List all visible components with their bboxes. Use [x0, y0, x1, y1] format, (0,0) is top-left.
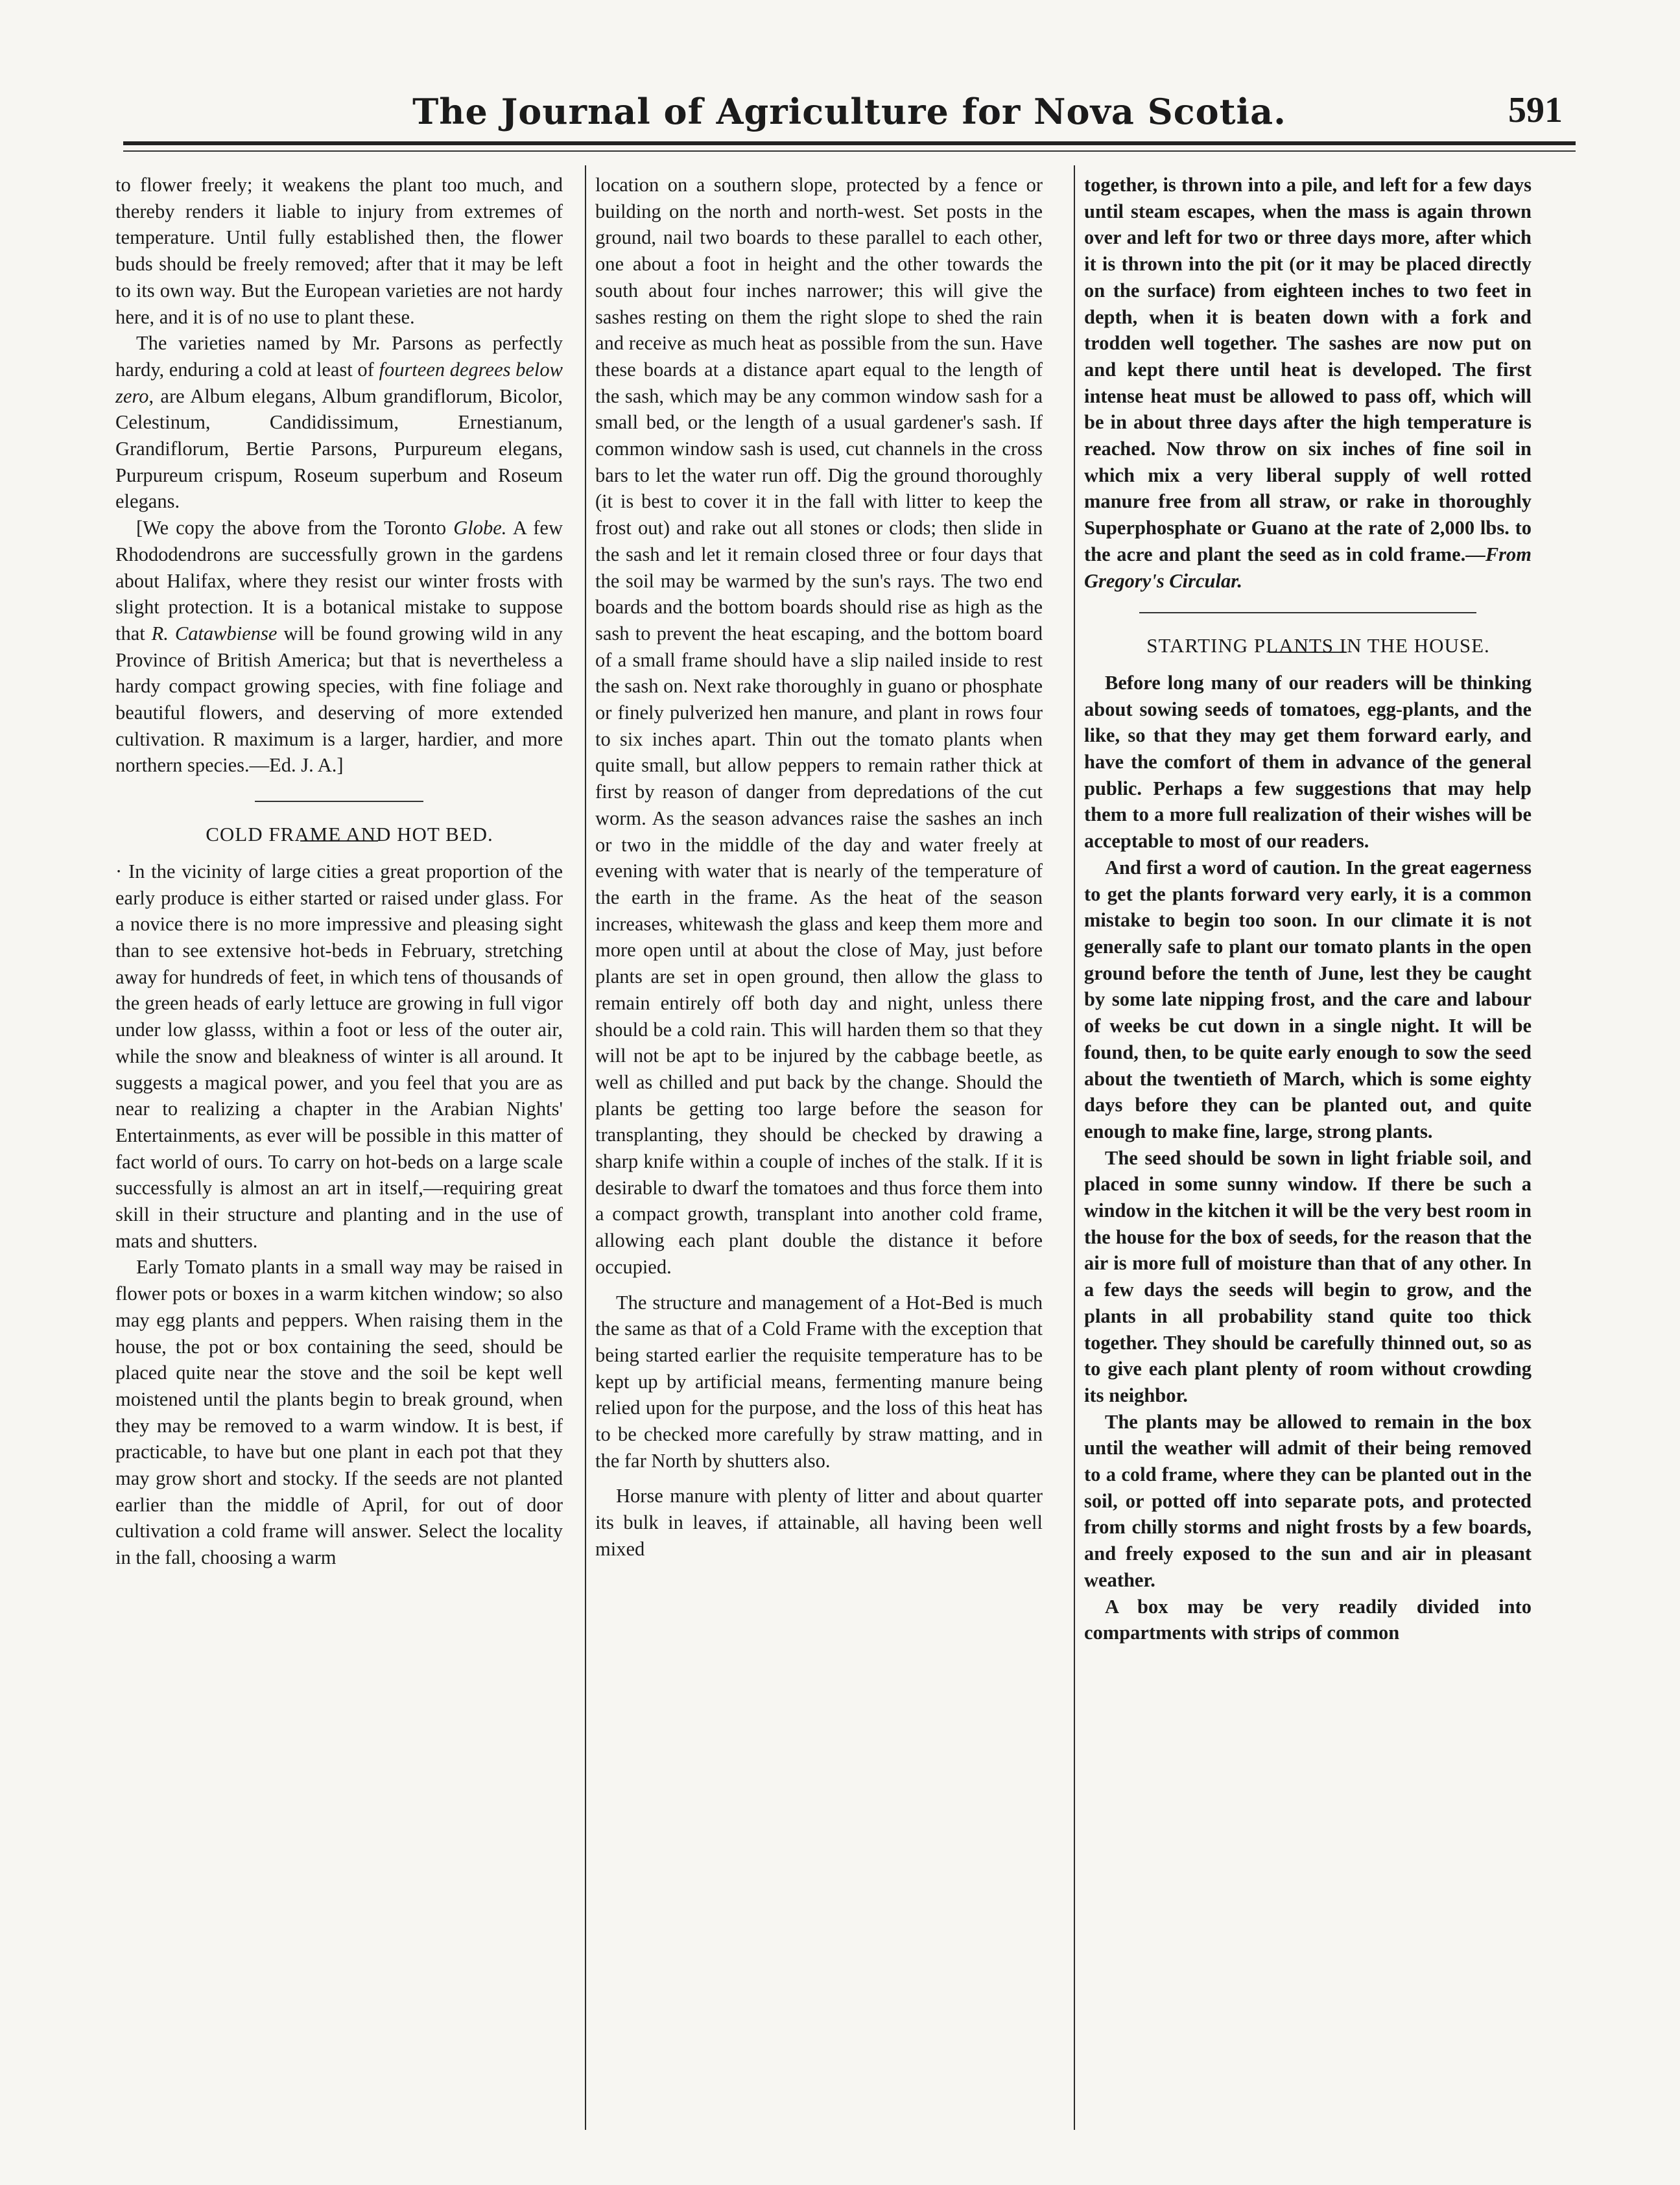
paragraph: The varieties named by Mr. Parsons as perfectly hardy, enduring a cold at least of fourteen degrees below zero, are Album elegans, Album grandiflorum, Bicolor, Celestinum, Candidissimum, Ernestianum, Grandiflorum, Bertie Parsons, Purpureum elegans, Purpureum crispum, Roseum superbum and Roseum elegans. — [115, 332, 563, 513]
running-title: The Journal of Agriculture for Nova Scotia. — [412, 91, 1286, 132]
header-rule — [123, 141, 1576, 145]
paragraph: Horse manure with plenty of litter and about quarter its bulk in leaves, if attainable, all having been well mixed — [595, 1485, 1043, 1560]
page-number: 591 — [1508, 90, 1563, 130]
paragraph: Before long many of our readers will be thinking about sowing seeds of tomatoes, egg-plants, and the like, so that they may get them forward early, and have the comfort of them in advance of the general public. Perhaps a few suggestions that may help them to a more full realization of their wishes will be acceptable to most of our readers. — [1084, 671, 1532, 853]
paragraph: A box may be very readily divided into compartments with strips of common — [1084, 1595, 1532, 1644]
paragraph: The structure and management of a Hot-Bed is much the same as that of a Cold Frame with the exception that being started earlier the requisite temperature has to be kept up by artificial means, fermenting manure being relied upon for the purpose, and the loss of this heat has to be checked more carefully by straw matting, and in the far North by shutters also. — [595, 1291, 1043, 1472]
editor-note: [We copy the above from the Toronto Globe. A few Rhododendrons are successfully grown in the gardens about Halifax, where they resist our winter frosts with slight protection. It is a botanical mistake to suppose that R. Catawbiense will be found growing wild in any Province of British America; but that is nevertheless a hardy compact growing species, with fine foliage and beautiful flowers, and deserving of more extended cultivation. R maximum is a larger, hardier, and more northern species.—Ed. J. A.] — [115, 517, 563, 777]
column-1 — [115, 172, 563, 1571]
column-3 — [1084, 172, 1532, 1646]
paragraph: The seed should be sown in light friable soil, and placed in some sunny window. If there be such a window in the kitchen it will be the very best room in the house for the box of seeds, for the reason that the air is more full of moisture than that of any other. In a few days the seeds will begin to grow, and the plants in all probability stand quite too thick together. They should be carefully thinned out, so as to give each plant plenty of room without crowding its neighbor. — [1084, 1146, 1532, 1406]
section-separator — [255, 801, 423, 802]
column-2 — [595, 172, 1043, 1563]
page-header — [123, 83, 1576, 141]
header-rule-thin — [123, 150, 1576, 152]
paragraph: · In the vicinity of large cities a great proportion of the early produce is either started or raised under glass. For a novice there is no more impressive and pleasing sight than to see extensive hot-beds in February, stretching away for hundreds of feet, in which tens of thousands of the green heads of early lettuce are growing in full vigor under low glasss, within a foot or less of the outer air, while the snow and bleakness of winter is all around. It suggests a magical power, and you feel that you are as near to realizing a chapter in the Arabian Nights' Entertainments, as ever will be possible in this matter of fact world of ours. To carry on hot-beds on a large scale successfully is almost an art in itself,—requiring great skill in their structure and planting and in the use of mats and shutters. — [115, 860, 563, 1252]
paragraph: location on a southern slope, protected by a fence or building on the north and north-west. Set posts in the ground, nail two boards to these parallel to each other, one about a foot in height and the other towards the south about four inches narrower; this will give the sashes resting on them the right slope to shed the rain and receive as much heat as possible from the sun. Have these boards at a distance apart equal to the length of the sash, which may be any common window sash for a small bed, or the length of a usual gardener's sash. If common window sash is used, cut channels in the cross bars to let the water run off. Dig the ground thoroughly (it is best to cover it in the fall with litter to keep the frost out) and rake out all stones or clods; then slide in the sash and let it remain closed three or four days that the soil may be warmed by the sun's rays. The two end boards and the bottom boards should rise as high as the sash to prevent the heat escaping, and the bottom board of a small frame should have a slip nailed inside to rest the sash on. Next rake thoroughly in guano or phosphate or finely pulverized hen manure, and plant in rows four to six inches apart. Thin out the tomato plants when quite small, but allow peppers to remain rather thick at first by reason of danger from depredations of the cut worm. As the season advances raise the sashes an inch or two in the middle of the day and water freely at evening with water that is nearly of the temperature of the earth in the frame. As the heat of the season increases, whitewash the glass and keep them more and more open until at about the close of May, just before plants are set in open ground, then allow the glass to remain entirely off both day and night, unless there should be a cold rain. This will harden them so that they will not be apt to be injured by the cabbage beetle, as well as chilled and put back by the change. Should the plants be getting too large before the season for transplanting, they should be checked by drawing a sharp knife within a couple of inches of the stalk. If it is desirable to dwarf the tomatoes and thus force them into a compact growth, transplant into another cold frame, allowing each plant double the distance it before occupied. — [595, 174, 1043, 1278]
article-heading: COLD FRAME AND HOT BED. — [206, 823, 493, 846]
paragraph: And first a word of caution. In the great eagerness to get the plants forward very early, it is a common mistake to begin too soon. In our climate it is not generally safe to plant our tomato plants in the open ground before the tenth of June, lest they be caught by some late nipping frost, and the care and labour of weeks be cut down in a single night. It will be found, then, to be quite early enough to sow the seed about the twentieth of March, which is some eighty days before they can be planted out, and quite enough to make fine, large, strong plants. — [1084, 856, 1532, 1142]
paragraph: to flower freely; it weakens the plant too much, and thereby renders it liable to injury from extremes of temperature. Until fully established then, the flower buds should be freely removed; after that it may be left to its own way. But the European varieties are not hardy here, and it is of no use to plant these. — [115, 174, 563, 328]
paragraph: Early Tomato plants in a small way may be raised in flower pots or boxes in a warm kitchen window; so also may egg plants and peppers. When raising them in the house, the pot or box containing the seed, should be placed quite near the stove and the soil be kept well moistened until the plants begin to break ground, when they may be removed to a warm window. It is best, if practicable, to have but one plant in each pot that they may grow short and stocky. If the seeds are not planted earlier than the middle of April, for out of door cultivation a cold frame will answer. Select the locality in the fall, choosing a warm — [115, 1256, 563, 1569]
column-divider — [585, 165, 586, 2130]
article-heading: STARTING PLANTS IN THE HOUSE. — [1146, 634, 1490, 657]
paragraph: together, is thrown into a pile, and left for a few days until steam escapes, when the mass is again thrown over and left for two or three days more, after which it is thrown into the pit (or it may be placed directly on the surface) from eighteen inches to two feet in depth, when it is beaten down with a fork and trodden well together. The sashes are now put on and kept there until heat is developed. The first intense heat must be allowed to pass off, which will be in about three days after the high temperature is reached. Now throw on six inches of fine soil in which mix a very liberal supply of well rotted manure free from all straw, or rake in thoroughly Superphosphate or Guano at the rate of 2,000 lbs. to the acre and plant the seed as in cold frame.—From Gregory's Circular. — [1084, 174, 1532, 592]
column-divider — [1074, 165, 1075, 2130]
paragraph: The plants may be allowed to remain in the box until the weather will admit of their being removed to a cold frame, where they can be planted out in the soil, or potted off into separate pots, and protected from chilly storms and night frosts by a few boards, and freely exposed to the sun and air in pleasant weather. — [1084, 1410, 1532, 1591]
section-separator — [1139, 612, 1476, 613]
